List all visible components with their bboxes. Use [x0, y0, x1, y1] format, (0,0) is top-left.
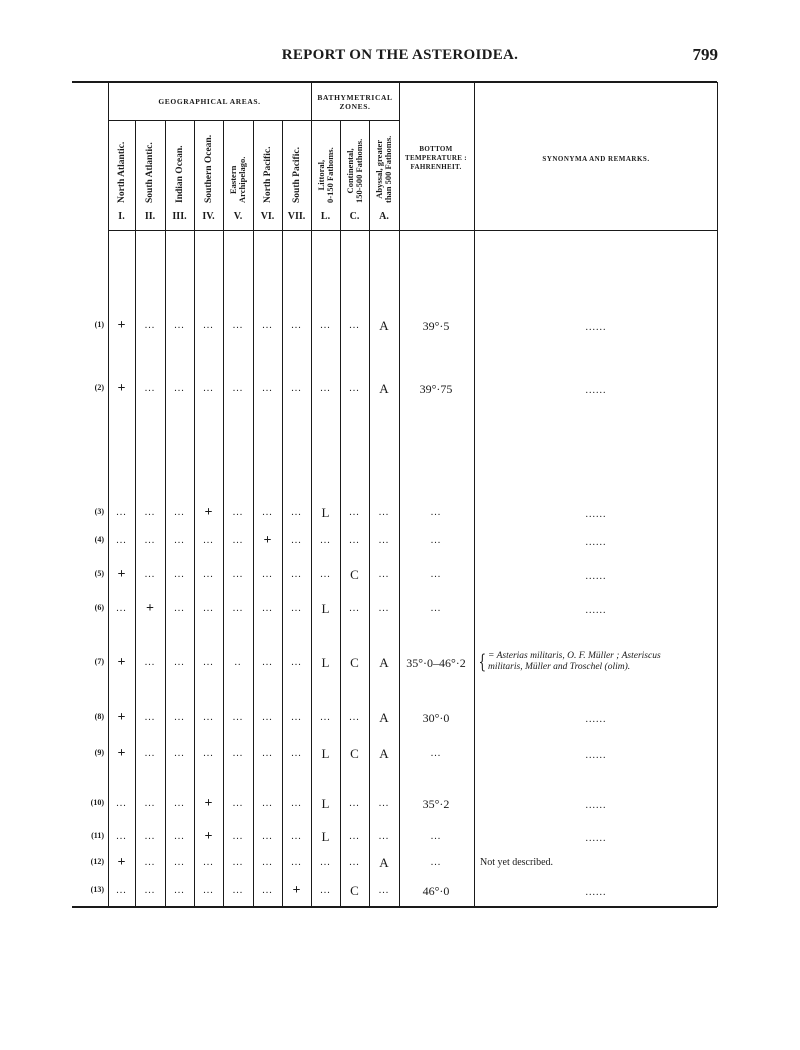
table-cell: ...: [144, 857, 156, 868]
remark-cell: ......: [585, 714, 607, 725]
table-cell: ...: [232, 569, 244, 580]
table-cell: C: [350, 746, 359, 761]
table-cell: ...: [320, 320, 331, 331]
table-cell: ...: [291, 798, 302, 809]
row-label: (8): [94, 712, 104, 721]
table-cell: ...: [378, 507, 390, 518]
table-cell: C: [350, 655, 359, 670]
table-cell: ...: [262, 712, 273, 723]
table-cell: ...: [144, 712, 156, 723]
table-cell: ...: [262, 831, 273, 842]
table-cell: ...: [291, 535, 302, 546]
bottom-temperature-value: 39°·5: [422, 319, 450, 333]
column-header-cz: [346, 139, 364, 203]
column-header-iv: Southern Ocean.: [203, 134, 214, 203]
table-cell: ...: [203, 320, 214, 331]
table-cell: ...: [291, 569, 302, 580]
table-cell: ...: [291, 507, 302, 518]
column-numeral: VII.: [287, 211, 306, 222]
remark-cell: ......: [585, 509, 607, 520]
remark-cell: Not yet described.: [480, 857, 554, 868]
table-cell: L: [321, 505, 330, 520]
synonym-line: militaris, Müller and Troschel (olim).: [488, 662, 631, 672]
table-cell: C: [350, 567, 359, 582]
table-cell: A: [379, 746, 389, 761]
bottom-temperature-value: 46°·0: [422, 884, 450, 898]
bottom-temperature-value: ...: [430, 748, 442, 759]
column-header-iii: Indian Ocean.: [174, 145, 185, 203]
table-right-edge: [717, 82, 718, 907]
table-bottom-rule: [72, 906, 717, 908]
table-cell: ...: [378, 798, 390, 809]
table-cell: ...: [320, 569, 331, 580]
table-cell: ...: [232, 603, 244, 614]
table-cell: +: [204, 796, 213, 811]
remark-cell: ......: [585, 571, 607, 582]
table-cell: ...: [174, 320, 185, 331]
table-cell: ...: [203, 657, 214, 668]
column-numeral: L.: [320, 211, 331, 222]
table-cell: A: [379, 655, 389, 670]
table-cell: ...: [320, 383, 331, 394]
synonym-remark: [474, 651, 718, 673]
table-cell: ...: [174, 798, 185, 809]
column-divider: [108, 82, 109, 907]
table-cell: ...: [291, 748, 302, 759]
table-cell: ...: [174, 857, 185, 868]
table-cell: ...: [144, 507, 156, 518]
bottom-temperature-value: 39°·75: [419, 382, 453, 396]
remark-cell: ......: [585, 537, 607, 548]
remark-cell: ......: [585, 322, 607, 333]
table-cell: ...: [144, 569, 156, 580]
table-cell: +: [117, 655, 126, 670]
table-cell: ...: [291, 657, 302, 668]
table-cell: ...: [116, 885, 127, 896]
table-cell: ...: [203, 535, 214, 546]
table-cell: L: [321, 746, 330, 761]
table-cell: ...: [232, 507, 244, 518]
bathymetrical-header-rule: [311, 120, 399, 121]
column-divider: [311, 82, 312, 907]
row-label: (5): [94, 569, 104, 578]
table-cell: ...: [203, 885, 214, 896]
table-cell: ...: [203, 383, 214, 394]
table-cell: ...: [174, 831, 185, 842]
bottom-temperature-value: 35°·0–46°·2: [406, 656, 466, 670]
column-header-l: North Atlantic.: [116, 141, 127, 203]
table-cell: ...: [378, 831, 390, 842]
table-cell: ...: [203, 748, 214, 759]
table-cell: ...: [174, 535, 185, 546]
row-label: (4): [94, 535, 104, 544]
table-cell: ...: [144, 535, 156, 546]
table-cell: ...: [174, 507, 185, 518]
table-cell: ...: [262, 320, 273, 331]
remark-cell: ......: [585, 750, 607, 761]
table-cell: L: [321, 796, 330, 811]
table-cell: ...: [174, 712, 185, 723]
column-divider: [474, 82, 475, 907]
table-cell: ...: [144, 831, 156, 842]
bottom-temperature-value: ...: [430, 507, 442, 518]
table-cell: ...: [116, 831, 127, 842]
page-number: 799: [692, 45, 718, 64]
table-cell: ...: [291, 603, 302, 614]
row-label: (13): [90, 885, 104, 894]
column-header-line: than 500 Fathoms.: [383, 135, 393, 203]
table-cell: +: [204, 505, 213, 520]
table-cell: +: [204, 829, 213, 844]
row-label: (3): [94, 507, 104, 516]
table-cell: ...: [116, 535, 127, 546]
table-cell: ...: [262, 603, 273, 614]
bathymetrical-line: BATHYMETRICAL: [317, 93, 393, 102]
remark-cell: ......: [585, 887, 607, 898]
geographical-areas-header: GEOGRAPHICAL AREAS.: [158, 97, 261, 106]
table-cell: +: [146, 601, 154, 616]
table-cell: ...: [203, 569, 214, 580]
table-cell: ..: [234, 657, 242, 668]
table-cell: ...: [349, 320, 360, 331]
column-header-line: Abyssal, greater: [374, 139, 384, 199]
table-cell: ...: [174, 603, 185, 614]
table-cell: ...: [262, 857, 273, 868]
row-label: (2): [94, 383, 104, 392]
table-cell: ...: [320, 857, 331, 868]
bottom-temperature-value: ...: [430, 569, 442, 580]
column-numeral: II.: [144, 211, 156, 222]
column-header-vii: South Pacific.: [291, 147, 302, 203]
column-header-v: [229, 157, 247, 203]
table-cell: L: [321, 829, 330, 844]
geographical-header-rule: [108, 120, 311, 121]
table-cell: ...: [320, 712, 331, 723]
table-cell: ...: [349, 831, 360, 842]
table-cell: ...: [232, 798, 244, 809]
table-cell: ...: [291, 383, 302, 394]
table-cell: ...: [232, 383, 244, 394]
table-cell: ...: [144, 657, 156, 668]
table-cell: ...: [291, 712, 302, 723]
brace-glyph: {: [478, 649, 487, 673]
synonyma-remarks-header: SYNONYMA AND REMARKS.: [542, 155, 650, 163]
table-cell: ...: [262, 798, 273, 809]
table-cell: +: [263, 533, 272, 548]
bathymetrical-line: ZONES.: [339, 102, 371, 111]
table-cell: ...: [378, 535, 390, 546]
table-cell: ...: [232, 535, 244, 546]
remark-cell: ......: [585, 605, 607, 616]
bottom-temperature-value: ...: [430, 857, 442, 868]
table-cell: +: [117, 855, 126, 870]
table-cell: ...: [232, 831, 244, 842]
table-cell: ...: [232, 857, 244, 868]
column-divider: [399, 82, 400, 907]
table-cell: ...: [174, 885, 185, 896]
column-numeral: I.: [118, 211, 125, 222]
row-label: (1): [94, 320, 104, 329]
column-numeral: III.: [172, 211, 187, 222]
table-cell: ...: [349, 535, 360, 546]
table-cell: ...: [349, 507, 360, 518]
table-cell: ...: [203, 857, 214, 868]
table-cell: ...: [349, 798, 360, 809]
table-cell: +: [117, 567, 126, 582]
column-header-line: Archipelago.: [237, 156, 247, 203]
table-cell: ...: [291, 831, 302, 842]
column-header-line: 150-500 Fathoms.: [353, 138, 364, 203]
table-cell: +: [117, 710, 126, 725]
table-cell: A: [379, 710, 389, 725]
row-label: (9): [94, 748, 104, 757]
column-numeral: VI.: [260, 211, 275, 222]
row-label: (12): [90, 857, 104, 866]
column-header-lz: [317, 147, 335, 203]
table-cell: ...: [349, 712, 360, 723]
remark-cell: ......: [585, 800, 607, 811]
table-cell: ...: [174, 748, 185, 759]
synonym-line: = Asterias militaris, O. F. Müller ; Asteriscus: [488, 651, 661, 661]
column-header-az: [375, 136, 393, 203]
table-cell: ...: [174, 657, 185, 668]
table-cell: ...: [262, 885, 273, 896]
table-cell: ...: [174, 569, 185, 580]
table-cell: ...: [203, 603, 214, 614]
table-cell: ...: [144, 885, 156, 896]
table-cell: ...: [232, 885, 244, 896]
bottom-temperature-header-line: BOTTOM: [419, 145, 453, 153]
page-title: REPORT ON THE ASTEROIDEA.: [281, 47, 519, 63]
table-cell: ...: [262, 657, 273, 668]
bottom-temperature-header: [399, 145, 473, 172]
column-numeral: C.: [349, 211, 360, 222]
table-cell: ...: [174, 383, 185, 394]
header-bottom-rule: [108, 230, 718, 231]
table-cell: ...: [232, 748, 244, 759]
table-cell: ...: [349, 383, 360, 394]
bottom-temperature-value: ...: [430, 603, 442, 614]
table-cell: A: [379, 318, 389, 333]
row-label: (7): [94, 657, 104, 666]
column-header-ii: South Atlantic.: [145, 142, 155, 203]
table-cell: ...: [291, 320, 302, 331]
table-cell: +: [292, 883, 301, 898]
column-numeral: V.: [233, 211, 243, 222]
table-cell: +: [117, 318, 126, 333]
table-cell: ...: [378, 603, 390, 614]
bottom-temperature-value: ...: [430, 831, 442, 842]
table-cell: ...: [144, 383, 156, 394]
table-top-rule: [72, 81, 717, 83]
table-cell: ...: [320, 535, 331, 546]
table-cell: ...: [203, 712, 214, 723]
row-label: (6): [94, 603, 104, 612]
table-cell: ...: [144, 748, 156, 759]
column-header-line: Eastern: [228, 165, 238, 194]
table-cell: ...: [378, 569, 390, 580]
table-cell: ...: [116, 507, 127, 518]
bottom-temperature-header-line: TEMPERATURE :: [405, 154, 467, 162]
table-cell: ...: [116, 603, 127, 614]
column-header-vi: North Pacific.: [262, 146, 273, 203]
table-cell: ...: [291, 857, 302, 868]
table-cell: L: [321, 655, 330, 670]
table-cell: +: [117, 746, 126, 761]
table-cell: ...: [144, 320, 156, 331]
table-cell: ...: [232, 320, 244, 331]
column-numeral: A.: [379, 211, 389, 222]
bottom-temperature-value: 35°·2: [422, 797, 450, 811]
table-cell: ...: [262, 507, 273, 518]
column-numeral: IV.: [202, 211, 215, 222]
column-header-line: Continental,: [344, 148, 355, 194]
table-cell: A: [379, 855, 389, 870]
column-header-line: 0-150 Fathoms.: [324, 147, 335, 203]
table-cell: ...: [262, 569, 273, 580]
row-label: (10): [90, 798, 104, 807]
table-cell: C: [350, 883, 359, 898]
bathymetrical-zones-header: [311, 93, 399, 111]
table-cell: L: [321, 601, 330, 616]
bottom-temperature-header-line: FAHRENHEIT.: [410, 163, 462, 171]
table-cell: A: [379, 381, 389, 396]
remark-cell: ......: [585, 385, 607, 396]
row-label: (11): [91, 831, 104, 840]
column-header-line: Littoral,: [315, 159, 326, 191]
table-cell: +: [117, 381, 126, 396]
table-cell: ...: [116, 798, 127, 809]
table-cell: ...: [144, 798, 156, 809]
remark-cell: ......: [585, 833, 607, 844]
table-cell: ...: [232, 712, 244, 723]
bottom-temperature-value: 30°·0: [422, 711, 450, 725]
table-cell: ...: [349, 603, 360, 614]
table-cell: ...: [378, 885, 390, 896]
table-cell: ...: [320, 885, 331, 896]
bottom-temperature-value: ...: [430, 535, 442, 546]
table-cell: ...: [262, 383, 273, 394]
table-cell: ...: [262, 748, 273, 759]
table-cell: ...: [349, 857, 360, 868]
